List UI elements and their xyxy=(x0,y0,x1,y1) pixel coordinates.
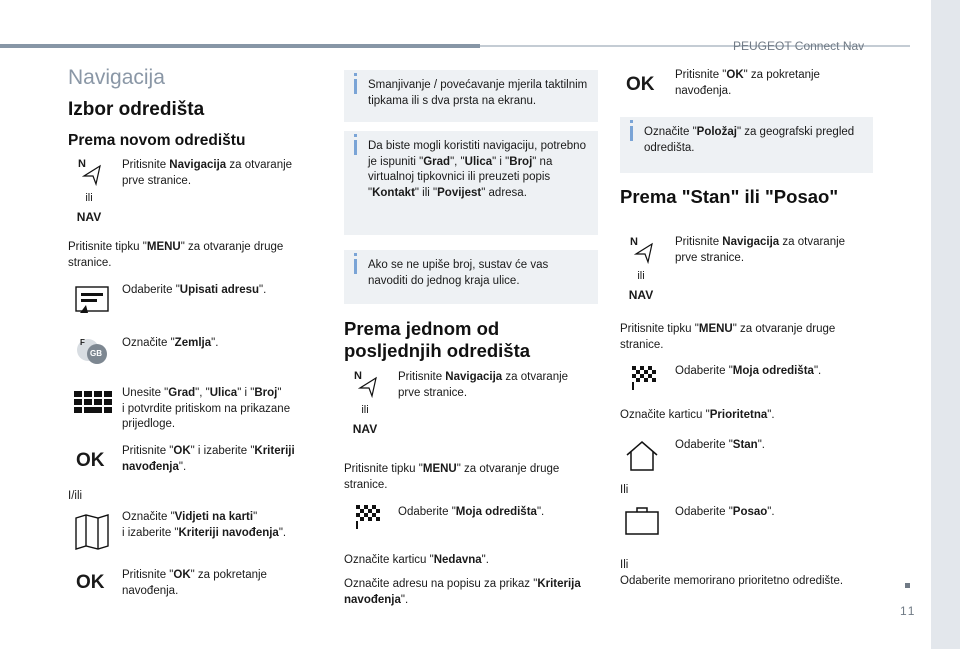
step-menu: Pritisnite tipku "MENU" za otvaranje druge stranice. xyxy=(344,463,560,491)
info-note-fields: Da biste mogli koristiti navigaciju, potrebno je ispuniti "Grad", "Ulica" i "Broj" na virtualnoj tipkovnici ili preuzeti popis "Kontakt" ili "Povijest" adresa. xyxy=(344,131,598,235)
info-icon xyxy=(354,140,357,155)
keyboard-icon xyxy=(74,391,112,415)
subsection-title: Prema novom odredištu xyxy=(68,132,246,149)
step-country: Označite "Zemlja". xyxy=(122,337,219,349)
step-select-address: Označite adresu na popisu za prikaz "Kriterija navođenja". xyxy=(344,578,581,606)
step-my-destinations: Odaberite "Moja odredišta". xyxy=(398,506,545,518)
step-navigation: Pritisnite Navigacija za otvaranje prve stranice. xyxy=(675,236,846,264)
ok-icon: OK xyxy=(76,572,105,593)
page-title: Izbor odredišta xyxy=(68,99,205,120)
country-flag-icon: F GB xyxy=(74,336,110,366)
step-priority-tab: Označite karticu "Prioritetna". xyxy=(620,409,775,421)
navigation-icon: N ili NAV xyxy=(76,158,102,224)
step-recent-tab: Označite karticu "Nedavna". xyxy=(344,554,489,566)
address-entry-icon xyxy=(74,283,112,317)
home-icon xyxy=(624,440,660,472)
step-ok-criteria: Pritisnite "OK" i izaberite "Kriteriji navođenja". xyxy=(122,445,295,473)
step-view-on-map: Označite "Vidjeti na karti" i izaberite "Kriteriji navođenja". xyxy=(122,511,287,539)
step-menu: Pritisnite tipku "MENU" za otvaranje druge stranice. xyxy=(68,241,284,269)
navigation-icon: N ili NAV xyxy=(352,370,378,436)
step-menu: Pritisnite tipku "MENU" za otvaranje druge stranice. xyxy=(620,323,836,351)
step-city-street-number: Unesite "Grad", "Ulica" i "Broj" i potvrdite pritiskom na prikazane prijedloge. xyxy=(122,387,291,430)
info-icon xyxy=(630,126,633,141)
page-number: 11 xyxy=(900,604,917,618)
step-home: Odaberite "Stan". xyxy=(675,439,765,451)
or-label: Ili xyxy=(620,484,629,496)
section-title-home-work: Prema "Stan" ili "Posao" xyxy=(620,186,839,207)
step-enter-address: Odaberite "Upisati adresu". xyxy=(122,284,267,296)
step-stored-destination: Odaberite memorirano prioritetno odredište. xyxy=(620,575,844,587)
step-my-destinations: Odaberite "Moja odredišta". xyxy=(675,365,822,377)
step-navigation: Pritisnite Navigacija za otvaranje prve stranice. xyxy=(122,159,293,187)
step-start-guidance: Pritisnite "OK" za pokretanje navođenja. xyxy=(675,69,820,97)
briefcase-icon xyxy=(624,506,660,536)
or-label: Ili xyxy=(620,559,629,571)
page-sidebar xyxy=(931,0,960,649)
and-or-label: I/ili xyxy=(68,490,83,502)
info-icon xyxy=(354,259,357,274)
info-note-number: Ako se ne upiše broj, sustav će vas navoditi do jednog kraja ulice. xyxy=(344,250,598,304)
section-title: Navigacija xyxy=(68,66,165,89)
header-rule xyxy=(0,44,480,48)
section-title-recent: Prema jednom od posljednjih odredišta xyxy=(344,318,531,361)
info-note-zoom: Smanjivanje / povećavanje mjerila taktilnim tipkama ili s dva prsta na ekranu. xyxy=(344,70,598,122)
step-start-guidance: Pritisnite "OK" za pokretanje navođenja. xyxy=(122,569,267,597)
step-work: Odaberite "Posao". xyxy=(675,506,775,518)
ok-icon: OK xyxy=(76,450,105,471)
checkered-flag-icon xyxy=(632,366,656,390)
checkered-flag-icon xyxy=(356,505,380,529)
ok-icon: OK xyxy=(626,74,655,95)
brand-label: PEUGEOT Connect Nav xyxy=(733,39,865,53)
page-marker xyxy=(905,583,910,588)
map-icon xyxy=(74,514,110,550)
navigation-icon: N ili NAV xyxy=(628,236,654,302)
info-icon xyxy=(354,79,357,94)
info-note-position: Označite "Položaj" za geografski pregled odredišta. xyxy=(620,117,873,173)
step-navigation: Pritisnite Navigacija za otvaranje prve stranice. xyxy=(398,371,569,399)
